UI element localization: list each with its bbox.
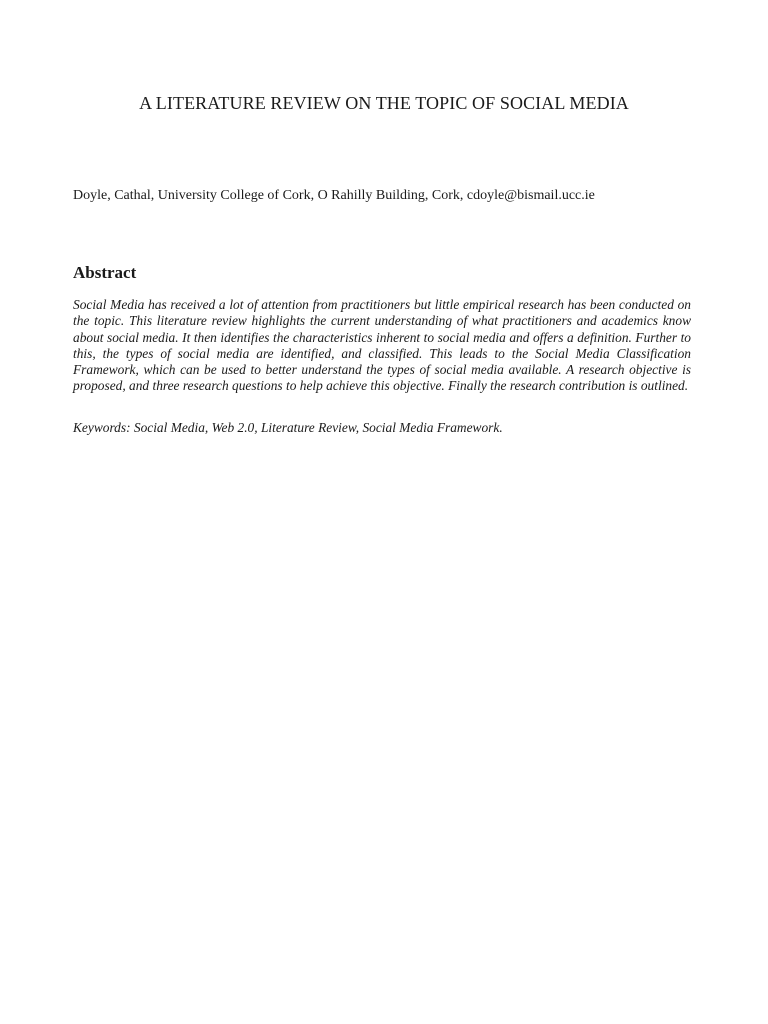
paper-title: A LITERATURE REVIEW ON THE TOPIC OF SOCIAL MEDIA xyxy=(139,93,629,113)
author-line: Doyle, Cathal, University College of Cork, O Rahilly Building, Cork, cdoyle@bismail.ucc.ie xyxy=(73,188,595,203)
abstract-heading: Abstract xyxy=(73,263,137,282)
keywords-line: Keywords: Social Media, Web 2.0, Literature Review, Social Media Framework. xyxy=(73,420,503,435)
abstract-text: Social Media has received a lot of attention from practitioners but little empirical research has been conducted on the topic. This literature review highlights the current understanding of what practitioners and academics know about social media. It then identifies the characteristics inherent to social media and offers a definition. Further to this, the types of social media are identified, and classified. This leads to the Social Media Classification Framework, which can be used to better understand the types of social media available. A research objective is proposed, and three research questions to help achieve this objective. Finally the research contribution is outlined. xyxy=(73,297,691,394)
